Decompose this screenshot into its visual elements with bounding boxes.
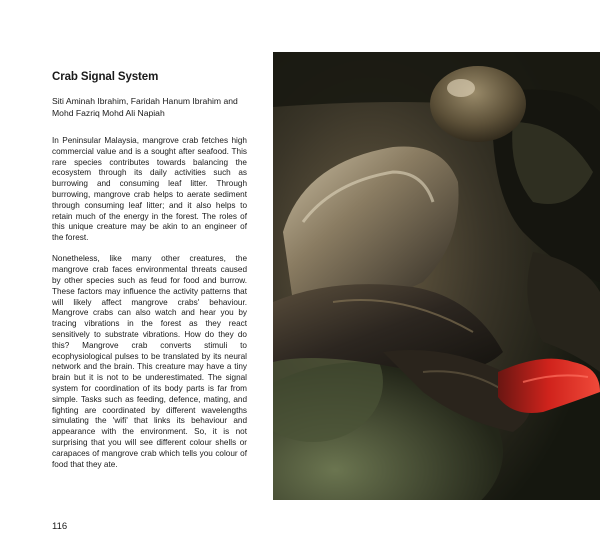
page-number: 116 <box>52 521 68 532</box>
article-title: Crab Signal System <box>52 71 159 83</box>
article-body <box>52 136 247 481</box>
mangrove-crab-photo <box>273 52 600 500</box>
body-paragraph: In Peninsular Malaysia, mangrove crab fetches high commercial value and is a sought after seafood. This rare species contributes towards balancing the ecosystem through its daily activities such as burrowing and consuming leaf litter. Through burrowing, mangrove crab helps to aerate sediment through consuming leaf litter; and it also helps to retain much of the energy in the forest. The roles of this unique creature may be akin to an engineer of the forest. <box>52 136 247 243</box>
article-authors: Siti Aminah Ibrahim, Faridah Hanum Ibrahim and Mohd Fazriq Mohd Ali Napiah <box>52 96 238 118</box>
body-paragraph: Nonetheless, like many other creatures, the mangrove crab faces environmental threats caused by other species such as feud for food and burrow. These factors may influence the activity patterns that will likely affect mangrove crabs' behaviour. Mangrove crabs can also watch and hear you by tracing vibrations in the forest as they react sensitively to substrate vibrations. How do they do this? Mangrove crab converts stimuli to ecophysiological pulses to be translated by its neural network and the brain. This creature may have a tiny brain but it is not to be underestimated. The signal system for coordination of its body parts is far from simple. Tasks such as feeding, defence, mating, and fighting are coordinated by different wavelengths simulating the 'wifi' that links its behaviour and appearance with the environment. So, it is not surprising that you will see different colour shells or carapaces of mangrove crab which tells you colour of food that they ate. <box>52 254 247 469</box>
